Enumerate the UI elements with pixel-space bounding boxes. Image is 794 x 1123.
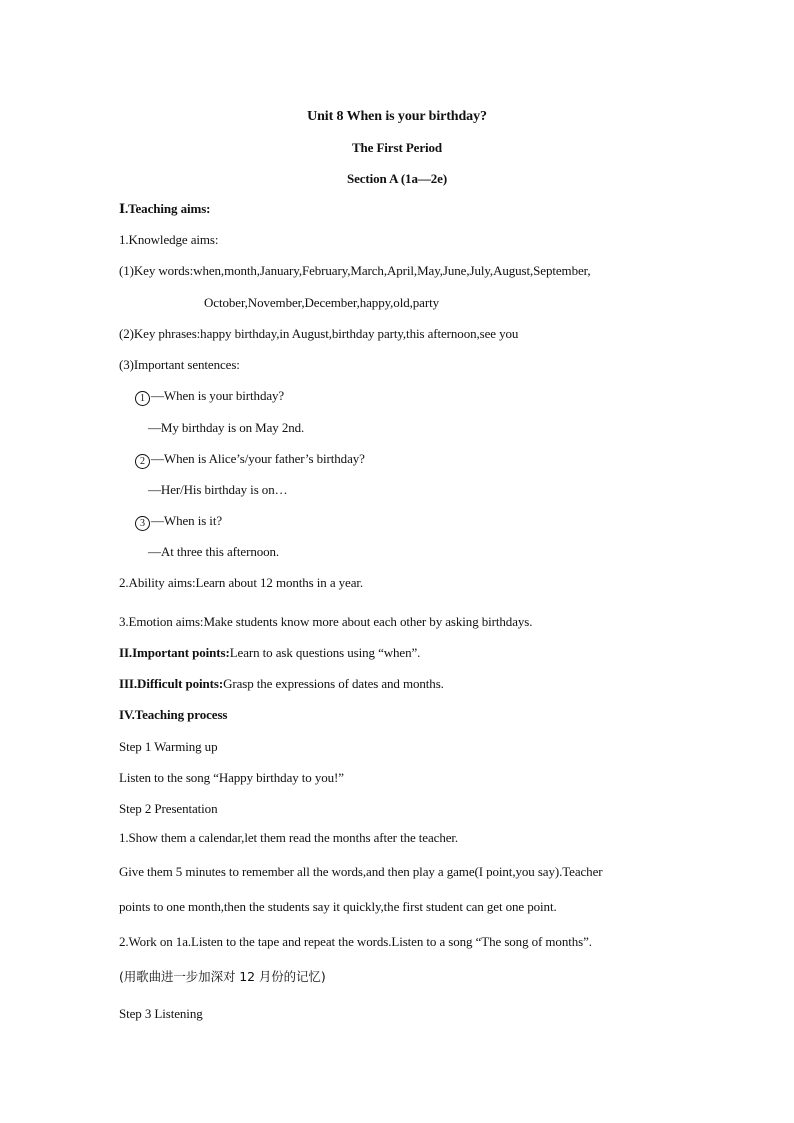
key-words-line-1: (1)Key words:when,month,January,February,March,April,May,June,July,August,September,: [119, 263, 591, 278]
key-words-line-2: October,November,December,happy,old,party: [204, 295, 439, 310]
teaching-aims-heading: Ⅰ.Teaching aims:: [119, 201, 211, 216]
ability-aims: 2.Ability aims:Learn about 12 months in a year.: [119, 575, 364, 590]
sentence-2-answer: —Her/His birthday is on…: [148, 482, 288, 497]
important-points: II.Important points:Learn to ask questions using “when”.: [119, 645, 421, 660]
step-1-text: Listen to the song “Happy birthday to you!”: [119, 770, 344, 785]
step-1-title: Step 1 Warming up: [119, 739, 218, 754]
circled-number-marker: 1: [135, 391, 150, 406]
step-2-note: (用歌曲进一步加深对 12 月份的记忆): [119, 969, 326, 984]
circled-number-marker: 3: [135, 516, 150, 531]
knowledge-aims: 1.Knowledge aims:: [119, 232, 219, 247]
difficult-points: III.Difficult points:Grasp the expressions of dates and months.: [119, 676, 444, 691]
sentence-3-question: 3 —When is it?: [135, 513, 222, 531]
step-2-game-line-2: points to one month,then the students say it quickly,the first student can get one point.: [119, 899, 557, 914]
section-title: Section A (1a—2e): [346, 171, 448, 186]
step-2-title: Step 2 Presentation: [119, 801, 218, 816]
unit-title: Unit 8 When is your birthday?: [307, 109, 487, 124]
teaching-process-heading: IV.Teaching process: [119, 707, 228, 722]
important-sentences-label: (3)Important sentences:: [119, 357, 240, 372]
step-3-title: Step 3 Listening: [119, 1006, 203, 1021]
sentence-3-answer: —At three this afternoon.: [148, 544, 280, 559]
sentence-2-question: 2 —When is Alice’s/your father’s birthday?: [135, 451, 365, 469]
emotion-aims: 3.Emotion aims:Make students know more about each other by asking birthdays.: [119, 614, 533, 629]
sentence-1-question: 1 —When is your birthday?: [135, 388, 284, 406]
step-2-item-1: 1.Show them a calendar,let them read the months after the teacher.: [119, 830, 459, 845]
key-phrases: (2)Key phrases:happy birthday,in August,birthday party,this afternoon,see you: [119, 326, 519, 341]
period-title: The First Period: [351, 140, 443, 155]
step-2-item-2: 2.Work on 1a.Listen to the tape and repeat the words.Listen to a song “The song of months”.: [119, 934, 592, 949]
circled-number-marker: 2: [135, 454, 150, 469]
step-2-game-line-1: Give them 5 minutes to remember all the words,and then play a game(I point,you say).Teacher: [119, 864, 603, 879]
sentence-1-answer: —My birthday is on May 2nd.: [148, 420, 305, 435]
